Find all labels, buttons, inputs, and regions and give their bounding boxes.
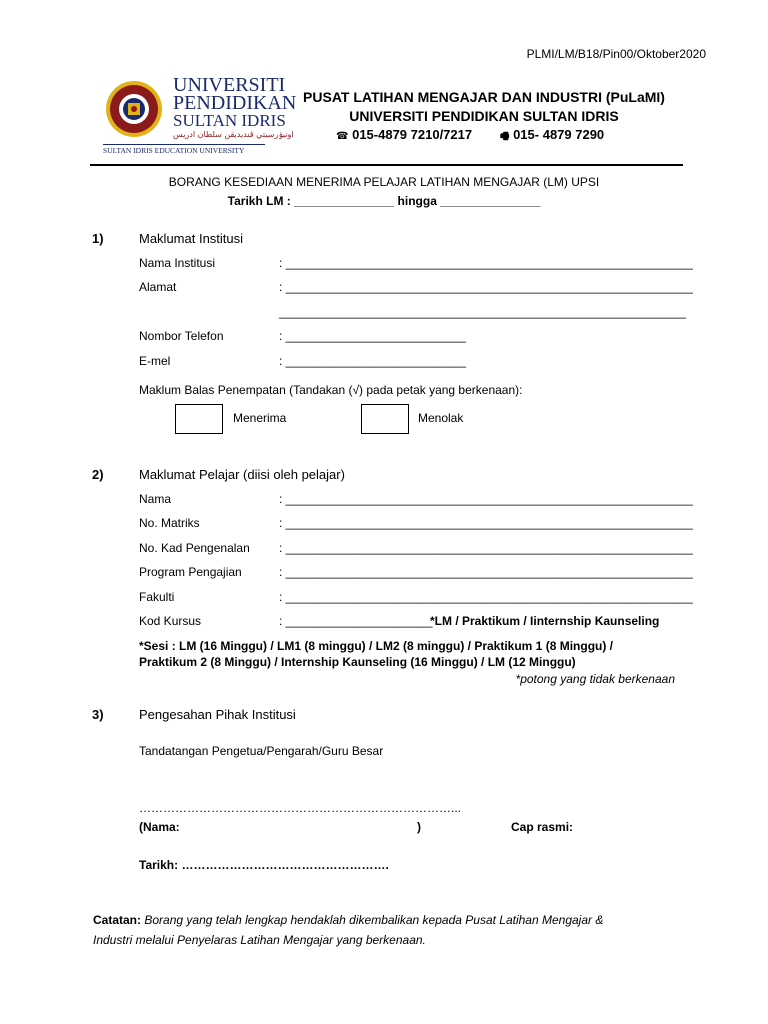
university-logo	[103, 74, 297, 156]
field-label-no-kad: No. Kad Pengenalan	[139, 541, 250, 555]
field-program[interactable]: : _____________________________________________________________	[279, 565, 693, 579]
field-label-kod-kursus: Kod Kursus	[139, 614, 202, 628]
field-label-program: Program Pengajian	[139, 565, 242, 579]
section1-title: Maklumat Institusi	[139, 231, 244, 246]
field-fakulti[interactable]: : _____________________________________________________________	[279, 590, 693, 604]
strike-note: *potong yang tidak berkenaan	[515, 672, 675, 686]
placement-prompt: Maklum Balas Penempatan (Tandakan (√) pada petak yang berkenaan):	[139, 383, 523, 397]
fax-number: 015- 4879 7290	[513, 127, 605, 142]
logo-english-name: SULTAN IDRIS EDUCATION UNIVERSITY	[103, 144, 265, 155]
kod-kursus-options: *LM / Praktikum / Iinternship Kaunseling	[430, 614, 660, 628]
section3-number: 3)	[92, 707, 104, 722]
accept-label: Menerima	[233, 411, 287, 425]
reject-label: Menolak	[418, 411, 464, 425]
section1-number: 1)	[92, 231, 104, 246]
university-name: UNIVERSITI PENDIDIKAN SULTAN IDRIS	[349, 108, 619, 124]
field-emel[interactable]: : ___________________________	[279, 354, 466, 368]
logo-name-line3: SULTAN IDRIS	[173, 111, 286, 130]
tarikh-lm-line: Tarikh LM : _______________ hingga _______________	[227, 194, 541, 208]
catatan-line1	[93, 913, 603, 927]
field-nama-institusi[interactable]: : _____________________________________________________________	[279, 256, 693, 270]
phone-number: 015-4879 7210/7217	[352, 127, 473, 142]
phone-icon: ☎	[336, 131, 349, 142]
section2-title: Maklumat Pelajar (diisi oleh pelajar)	[139, 467, 345, 482]
form-title: BORANG KESEDIAAN MENERIMA PELAJAR LATIHAN MENGAJAR (LM) UPSI	[168, 175, 600, 189]
logo-name-line2: PENDIDIKAN	[173, 92, 297, 114]
nama-open: (Nama:	[139, 820, 180, 834]
field-label-emel: E-mel	[139, 354, 171, 368]
tarikh-signature[interactable]: Tarikh: …………………………………………….	[139, 858, 389, 872]
catatan-text1: Borang yang telah lengkap hendaklah dikembalikan kepada Pusat Latihan Mengajar &	[144, 913, 604, 927]
catatan-line2: Industri melalui Penyelaras Latihan Mengajar yang berkenaan.	[93, 933, 426, 947]
fax-line	[500, 127, 604, 146]
signature-line[interactable]: ……………………………………………………………………...	[139, 801, 462, 815]
document-reference-code: PLMI/LM/B18/Pin00/Oktober2020	[526, 47, 706, 61]
section3-title: Pengesahan Pihak Institusi	[139, 707, 296, 722]
field-no-matriks[interactable]: : _____________________________________________________________	[279, 516, 693, 530]
nama-close: )	[417, 820, 421, 834]
accept-checkbox[interactable]	[175, 404, 223, 434]
fax-icon: 🖷	[500, 131, 510, 142]
field-kod-kursus[interactable]: : ______________________	[279, 614, 433, 628]
field-nombor-telefon[interactable]: : ___________________________	[279, 329, 466, 343]
field-label-no-matriks: No. Matriks	[139, 516, 200, 530]
sesi-line2: Praktikum 2 (8 Minggu) / Internship Kaunseling (16 Minggu) / LM (12 Minggu)	[139, 655, 576, 669]
section2-number: 2)	[92, 467, 104, 482]
reject-checkbox[interactable]	[361, 404, 409, 434]
field-label-nama: Nama	[139, 492, 172, 506]
field-nama[interactable]: : _____________________________________________________________	[279, 492, 693, 506]
signature-label: Tandatangan Pengetua/Pengarah/Guru Besar	[139, 744, 384, 758]
field-alamat[interactable]: : _____________________________________________________________	[279, 280, 693, 294]
cap-rasmi-label: Cap rasmi:	[511, 820, 574, 834]
center-name: PUSAT LATIHAN MENGAJAR DAN INDUSTRI (PuLaMI)	[303, 89, 665, 105]
header-divider	[90, 164, 683, 166]
sesi-line1: *Sesi : LM (16 Minggu) / LM1 (8 minggu) / LM2 (8 minggu) / Praktikum 1 (8 Minggu) /	[139, 639, 614, 653]
field-label-alamat: Alamat	[139, 280, 177, 294]
logo-name-line1: UNIVERSITI	[173, 74, 286, 96]
catatan-label: Catatan:	[93, 913, 142, 927]
phone-line	[336, 127, 472, 142]
field-label-fakulti: Fakulti	[139, 590, 175, 604]
field-label-nombor-telefon: Nombor Telefon	[139, 329, 224, 343]
field-label-nama-institusi: Nama Institusi	[139, 256, 216, 270]
logo-jawi-text: اونيۏرسيتي ڤنديديقن سلطان ادريس	[173, 130, 294, 139]
field-no-kad[interactable]: : _____________________________________________________________	[279, 541, 693, 555]
field-alamat-line2[interactable]: _____________________________________________________________	[279, 305, 687, 319]
